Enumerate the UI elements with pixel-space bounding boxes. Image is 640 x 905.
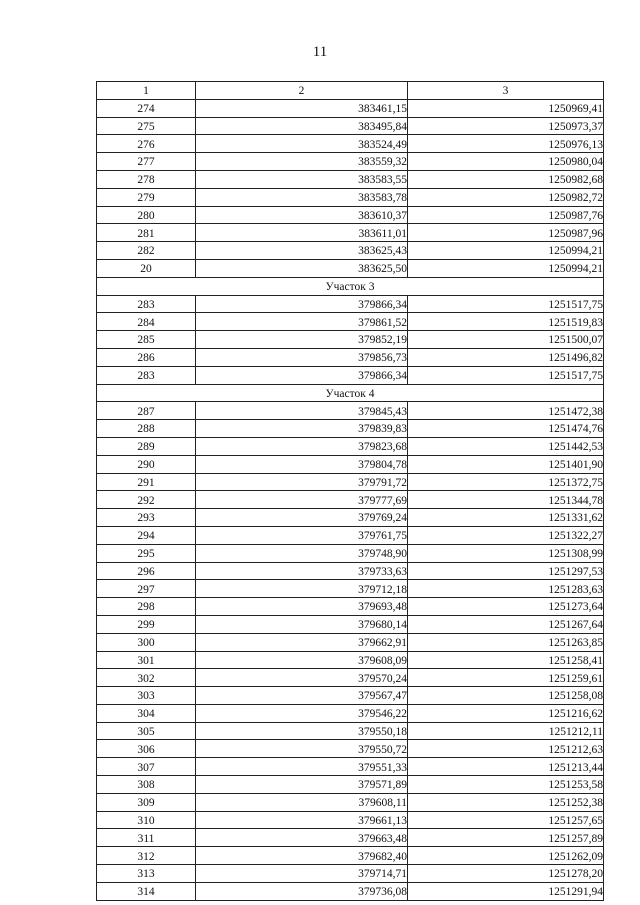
- x-coordinate-cell: 379748,90: [196, 544, 408, 562]
- y-coordinate-cell: 1251472,38: [408, 402, 604, 420]
- table-row: [97, 811, 604, 829]
- y-coordinate-cell: 1251331,62: [408, 509, 604, 527]
- table-row: [97, 473, 604, 491]
- x-coordinate-cell: 379769,24: [196, 509, 408, 527]
- y-coordinate-cell: 1251267,64: [408, 615, 604, 633]
- table-row: [97, 829, 604, 847]
- table-row: [97, 135, 604, 153]
- point-number-cell: 20: [97, 259, 196, 277]
- x-coordinate-cell: 383611,01: [196, 224, 408, 242]
- point-number-cell: 295: [97, 544, 196, 562]
- table-row: [97, 366, 604, 384]
- table-row: [97, 704, 604, 722]
- page-number: 11: [312, 44, 328, 60]
- point-number-cell: 299: [97, 615, 196, 633]
- table-row: [97, 758, 604, 776]
- x-coordinate-cell: 379861,52: [196, 313, 408, 331]
- y-coordinate-cell: 1250994,21: [408, 242, 604, 260]
- table-header-row: [97, 82, 604, 100]
- x-coordinate-cell: 379791,72: [196, 473, 408, 491]
- table-row: [97, 526, 604, 544]
- y-coordinate-cell: 1251517,75: [408, 295, 604, 313]
- x-coordinate-cell: 379571,89: [196, 776, 408, 794]
- table-row: [97, 99, 604, 117]
- table-row: [97, 295, 604, 313]
- table-row: [97, 313, 604, 331]
- point-number-cell: 290: [97, 455, 196, 473]
- table-row: [97, 615, 604, 633]
- y-coordinate-cell: 1250976,13: [408, 135, 604, 153]
- x-coordinate-cell: 379608,11: [196, 793, 408, 811]
- section-row: [97, 277, 604, 295]
- y-coordinate-cell: 1251291,94: [408, 882, 604, 900]
- point-number-cell: 280: [97, 206, 196, 224]
- y-coordinate-cell: 1251263,85: [408, 633, 604, 651]
- y-coordinate-cell: 1251500,07: [408, 331, 604, 349]
- x-coordinate-cell: 379567,47: [196, 687, 408, 705]
- point-number-cell: 276: [97, 135, 196, 153]
- table-row: [97, 206, 604, 224]
- table-row: [97, 651, 604, 669]
- y-coordinate-cell: 1251496,82: [408, 348, 604, 366]
- y-coordinate-cell: 1251212,11: [408, 722, 604, 740]
- y-coordinate-cell: 1250987,96: [408, 224, 604, 242]
- x-coordinate-cell: 379546,22: [196, 704, 408, 722]
- y-coordinate-cell: 1251252,38: [408, 793, 604, 811]
- point-number-cell: 304: [97, 704, 196, 722]
- table-row: [97, 687, 604, 705]
- y-coordinate-cell: 1251213,44: [408, 758, 604, 776]
- table-row: [97, 633, 604, 651]
- point-number-cell: 310: [97, 811, 196, 829]
- y-coordinate-cell: 1251273,64: [408, 598, 604, 616]
- x-coordinate-cell: 379714,71: [196, 865, 408, 883]
- point-number-cell: 298: [97, 598, 196, 616]
- x-coordinate-cell: 383610,37: [196, 206, 408, 224]
- point-number-cell: 308: [97, 776, 196, 794]
- x-coordinate-cell: 379682,40: [196, 847, 408, 865]
- table-row: [97, 882, 604, 900]
- x-coordinate-cell: 379823,68: [196, 437, 408, 455]
- point-number-cell: 297: [97, 580, 196, 598]
- y-coordinate-cell: 1251259,61: [408, 669, 604, 687]
- x-coordinate-cell: 379550,72: [196, 740, 408, 758]
- x-coordinate-cell: 379856,73: [196, 348, 408, 366]
- y-coordinate-cell: 1251297,53: [408, 562, 604, 580]
- x-coordinate-cell: 379852,19: [196, 331, 408, 349]
- y-coordinate-cell: 1250982,72: [408, 188, 604, 206]
- point-number-cell: 286: [97, 348, 196, 366]
- table-row: [97, 580, 604, 598]
- point-number-cell: 296: [97, 562, 196, 580]
- point-number-cell: 288: [97, 420, 196, 438]
- point-number-cell: 285: [97, 331, 196, 349]
- x-coordinate-cell: 383559,32: [196, 153, 408, 171]
- section-row: [97, 384, 604, 402]
- x-coordinate-cell: 383625,43: [196, 242, 408, 260]
- table-row: [97, 402, 604, 420]
- x-coordinate-cell: 379777,69: [196, 491, 408, 509]
- y-coordinate-cell: 1251278,20: [408, 865, 604, 883]
- y-coordinate-cell: 1251258,08: [408, 687, 604, 705]
- section-title: Участок 4: [97, 384, 604, 402]
- point-number-cell: 302: [97, 669, 196, 687]
- column-header-y: 3: [408, 82, 604, 100]
- x-coordinate-cell: 383524,49: [196, 135, 408, 153]
- column-header-x: 2: [196, 82, 408, 100]
- table-row: [97, 259, 604, 277]
- x-coordinate-cell: 379608,09: [196, 651, 408, 669]
- point-number-cell: 287: [97, 402, 196, 420]
- table-row: [97, 170, 604, 188]
- y-coordinate-cell: 1251308,99: [408, 544, 604, 562]
- y-coordinate-cell: 1250973,37: [408, 117, 604, 135]
- x-coordinate-cell: 379693,48: [196, 598, 408, 616]
- x-coordinate-cell: 379736,08: [196, 882, 408, 900]
- point-number-cell: 292: [97, 491, 196, 509]
- x-coordinate-cell: 383461,15: [196, 99, 408, 117]
- point-number-cell: 284: [97, 313, 196, 331]
- y-coordinate-cell: 1251216,62: [408, 704, 604, 722]
- x-coordinate-cell: 383495,84: [196, 117, 408, 135]
- table-row: [97, 598, 604, 616]
- point-number-cell: 281: [97, 224, 196, 242]
- y-coordinate-cell: 1251257,89: [408, 829, 604, 847]
- point-number-cell: 303: [97, 687, 196, 705]
- coordinates-table-body: [97, 82, 604, 901]
- table-row: [97, 188, 604, 206]
- x-coordinate-cell: 379661,13: [196, 811, 408, 829]
- x-coordinate-cell: 379663,48: [196, 829, 408, 847]
- table-row: [97, 348, 604, 366]
- table-row: [97, 420, 604, 438]
- y-coordinate-cell: 1251258,41: [408, 651, 604, 669]
- coordinates-table: [96, 81, 604, 901]
- point-number-cell: 289: [97, 437, 196, 455]
- point-number-cell: 294: [97, 526, 196, 544]
- y-coordinate-cell: 1250982,68: [408, 170, 604, 188]
- point-number-cell: 277: [97, 153, 196, 171]
- table-row: [97, 865, 604, 883]
- x-coordinate-cell: 383625,50: [196, 259, 408, 277]
- point-number-cell: 278: [97, 170, 196, 188]
- table-row: [97, 117, 604, 135]
- y-coordinate-cell: 1251253,58: [408, 776, 604, 794]
- table-row: [97, 224, 604, 242]
- table-row: [97, 562, 604, 580]
- x-coordinate-cell: 379712,18: [196, 580, 408, 598]
- y-coordinate-cell: 1251322,27: [408, 526, 604, 544]
- y-coordinate-cell: 1250987,76: [408, 206, 604, 224]
- point-number-cell: 314: [97, 882, 196, 900]
- point-number-cell: 312: [97, 847, 196, 865]
- y-coordinate-cell: 1251212,63: [408, 740, 604, 758]
- point-number-cell: 283: [97, 295, 196, 313]
- x-coordinate-cell: 379662,91: [196, 633, 408, 651]
- point-number-cell: 306: [97, 740, 196, 758]
- y-coordinate-cell: 1251372,75: [408, 473, 604, 491]
- x-coordinate-cell: 383583,78: [196, 188, 408, 206]
- point-number-cell: 305: [97, 722, 196, 740]
- table-row: [97, 544, 604, 562]
- table-row: [97, 455, 604, 473]
- x-coordinate-cell: 383583,55: [196, 170, 408, 188]
- y-coordinate-cell: 1250980,04: [408, 153, 604, 171]
- point-number-cell: 309: [97, 793, 196, 811]
- y-coordinate-cell: 1251519,83: [408, 313, 604, 331]
- table-row: [97, 847, 604, 865]
- x-coordinate-cell: 379570,24: [196, 669, 408, 687]
- x-coordinate-cell: 379733,63: [196, 562, 408, 580]
- x-coordinate-cell: 379866,34: [196, 295, 408, 313]
- column-header-point-number: 1: [97, 82, 196, 100]
- x-coordinate-cell: 379866,34: [196, 366, 408, 384]
- point-number-cell: 313: [97, 865, 196, 883]
- table-row: [97, 740, 604, 758]
- x-coordinate-cell: 379551,33: [196, 758, 408, 776]
- x-coordinate-cell: 379680,14: [196, 615, 408, 633]
- y-coordinate-cell: 1251262,09: [408, 847, 604, 865]
- x-coordinate-cell: 379761,75: [196, 526, 408, 544]
- y-coordinate-cell: 1251517,75: [408, 366, 604, 384]
- y-coordinate-cell: 1251344,78: [408, 491, 604, 509]
- table-row: [97, 776, 604, 794]
- y-coordinate-cell: 1251401,90: [408, 455, 604, 473]
- y-coordinate-cell: 1251283,63: [408, 580, 604, 598]
- point-number-cell: 300: [97, 633, 196, 651]
- table-row: [97, 153, 604, 171]
- table-row: [97, 491, 604, 509]
- table-row: [97, 331, 604, 349]
- table-row: [97, 242, 604, 260]
- x-coordinate-cell: 379550,18: [196, 722, 408, 740]
- y-coordinate-cell: 1251442,53: [408, 437, 604, 455]
- point-number-cell: 279: [97, 188, 196, 206]
- point-number-cell: 274: [97, 99, 196, 117]
- y-coordinate-cell: 1250994,21: [408, 259, 604, 277]
- table-row: [97, 509, 604, 527]
- table-row: [97, 722, 604, 740]
- section-title: Участок 3: [97, 277, 604, 295]
- point-number-cell: 301: [97, 651, 196, 669]
- point-number-cell: 282: [97, 242, 196, 260]
- table-row: [97, 437, 604, 455]
- point-number-cell: 275: [97, 117, 196, 135]
- y-coordinate-cell: 1251257,65: [408, 811, 604, 829]
- x-coordinate-cell: 379839,83: [196, 420, 408, 438]
- table-row: [97, 669, 604, 687]
- x-coordinate-cell: 379804,78: [196, 455, 408, 473]
- point-number-cell: 293: [97, 509, 196, 527]
- point-number-cell: 283: [97, 366, 196, 384]
- point-number-cell: 311: [97, 829, 196, 847]
- y-coordinate-cell: 1250969,41: [408, 99, 604, 117]
- point-number-cell: 307: [97, 758, 196, 776]
- x-coordinate-cell: 379845,43: [196, 402, 408, 420]
- y-coordinate-cell: 1251474,76: [408, 420, 604, 438]
- table-row: [97, 793, 604, 811]
- point-number-cell: 291: [97, 473, 196, 491]
